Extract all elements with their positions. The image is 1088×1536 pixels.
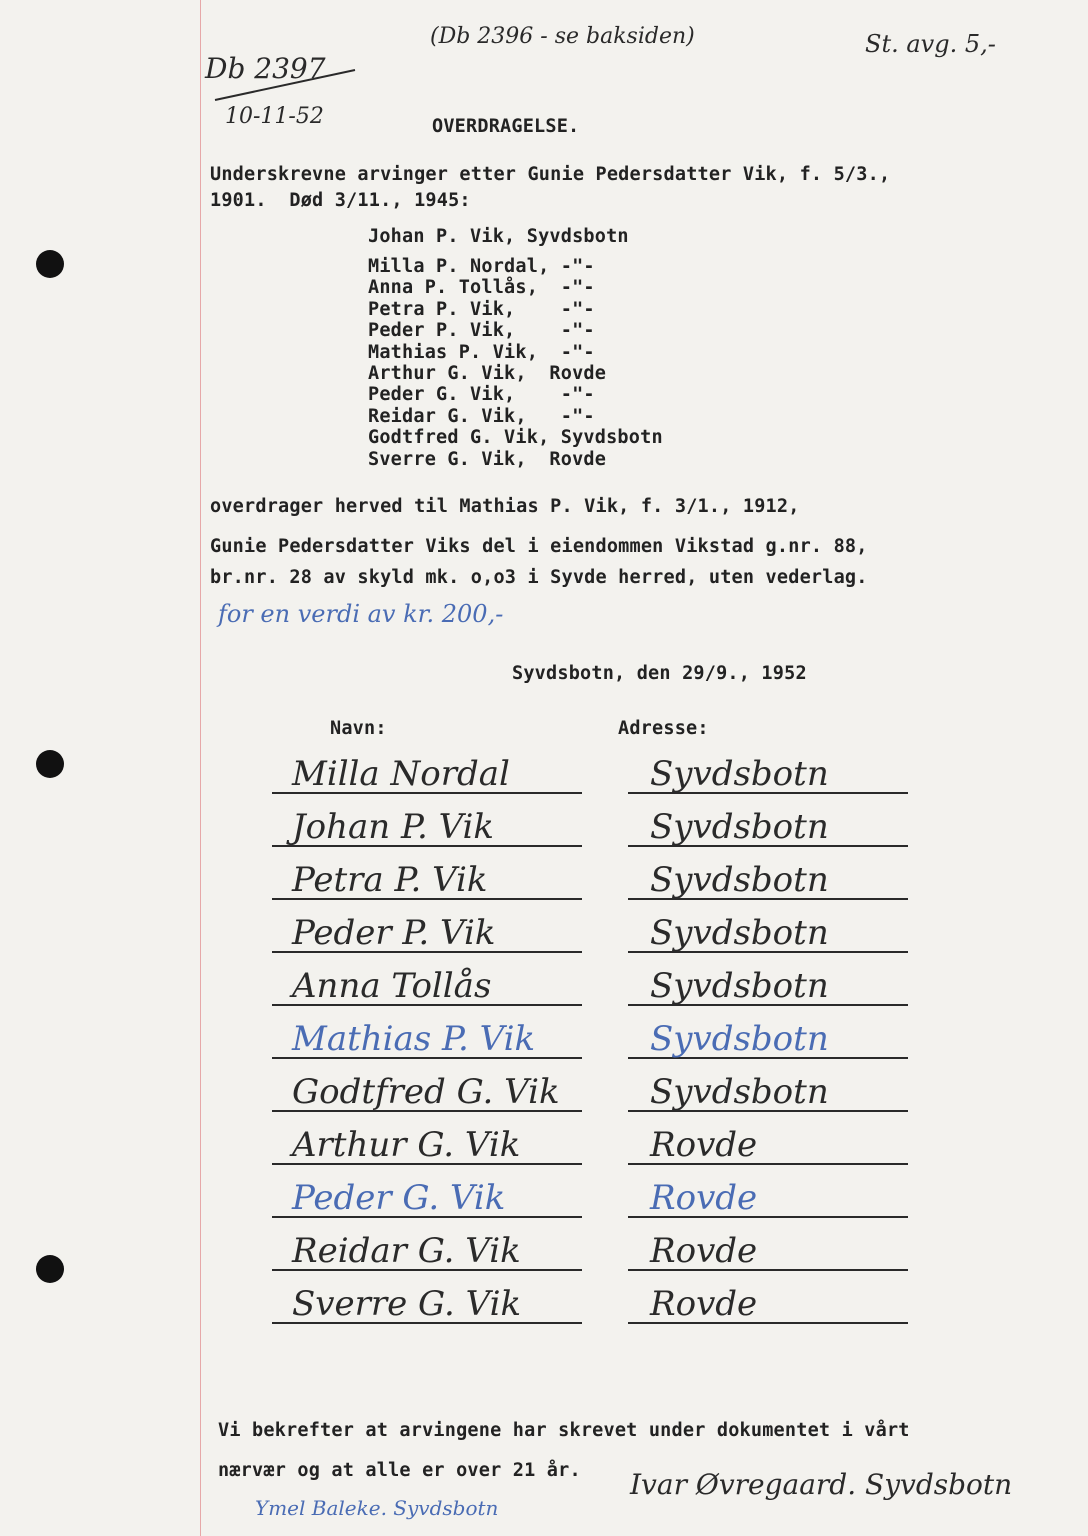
witness-signature: Ivar Øvregaard. Syvdsbotn (630, 1468, 1013, 1501)
signature-name: Petra P. Vik (292, 860, 488, 900)
heir-line: Petra P. Vik, -"- (368, 299, 595, 320)
heir-line: Reidar G. Vik, -"- (368, 406, 595, 427)
case-date: 10-11-52 (225, 104, 324, 129)
heir-line: Mathias P. Vik, -"- (368, 342, 595, 363)
signature-address: Syvdsbotn (650, 913, 829, 953)
transfer-line: Gunie Pedersdatter Viks del i eiendommen Vikstad g.nr. 88, (210, 536, 868, 557)
intro-line: Underskrevne arvinger etter Gunie Pedersdatter Vik, f. 5/3., (210, 164, 891, 185)
signature-name: Milla Nordal (292, 754, 510, 794)
signature-address: Rovde (650, 1231, 758, 1271)
signature-address: Syvdsbotn (650, 807, 829, 847)
place-date: Syvdsbotn, den 29/9., 1952 (512, 663, 807, 684)
signature-address: Syvdsbotn (650, 860, 829, 900)
heir-line: Godtfred G. Vik, Syvdsbotn (368, 427, 663, 448)
witness-signature: Ymel Baleke. Syvdsbotn (255, 1496, 499, 1520)
heir-line: Peder P. Vik, -"- (368, 320, 595, 341)
stamp-duty: St. avg. 5,- (865, 30, 996, 58)
signature-name: Sverre G. Vik (292, 1284, 522, 1324)
signature-name: Johan P. Vik (292, 807, 495, 847)
signature-address: Syvdsbotn (650, 1019, 829, 1059)
witness-statement: Vi bekrefter at arvingene har skrevet under dokumentet i vårt (218, 1420, 910, 1441)
signature-name: Peder G. Vik (292, 1178, 506, 1218)
heir-line: Sverre G. Vik, Rovde (368, 449, 607, 470)
document-title: OVERDRAGELSE. (432, 116, 580, 137)
signature-address: Syvdsbotn (650, 754, 829, 794)
heir-line: Johan P. Vik, Syvdsbotn (368, 226, 629, 247)
signature-address: Syvdsbotn (650, 966, 829, 1006)
signature-address: Syvdsbotn (650, 1072, 829, 1112)
signature-name: Anna Tollås (292, 966, 492, 1006)
signature-address: Rovde (650, 1125, 758, 1165)
heir-line: Peder G. Vik, -"- (368, 384, 595, 405)
signature-name: Mathias P. Vik (292, 1019, 536, 1059)
heir-line: Arthur G. Vik, Rovde (368, 363, 607, 384)
punch-hole (36, 250, 64, 278)
value-note: for en verdi av kr. 200,- (218, 600, 504, 628)
witness-statement: nærvær og at alle er over 21 år. (218, 1460, 581, 1481)
signature-name: Peder P. Vik (292, 913, 496, 953)
heir-line: Anna P. Tollås, -"- (368, 277, 595, 298)
punch-hole (36, 1255, 64, 1283)
transfer-line: overdrager herved til Mathias P. Vik, f. 3/1., 1912, (210, 496, 800, 517)
intro-line: 1901. Død 3/11., 1945: (210, 190, 471, 211)
heir-line: Milla P. Nordal, -"- (368, 256, 595, 277)
transfer-line: br.nr. 28 av skyld mk. o,o3 i Syvde herred, uten vederlag. (210, 567, 868, 588)
column-name-header: Navn: (330, 718, 387, 739)
punch-hole (36, 750, 64, 778)
signature-address: Rovde (650, 1178, 758, 1218)
signature-name: Arthur G. Vik (292, 1125, 521, 1165)
margin-line (200, 0, 201, 1536)
signature-name: Reidar G. Vik (292, 1231, 521, 1271)
reference-note: (Db 2396 - se baksiden) (430, 24, 695, 49)
signature-address: Rovde (650, 1284, 758, 1324)
case-number: Db 2397 (205, 52, 326, 85)
column-address-header: Adresse: (618, 718, 709, 739)
signature-name: Godtfred G. Vik (292, 1072, 560, 1112)
